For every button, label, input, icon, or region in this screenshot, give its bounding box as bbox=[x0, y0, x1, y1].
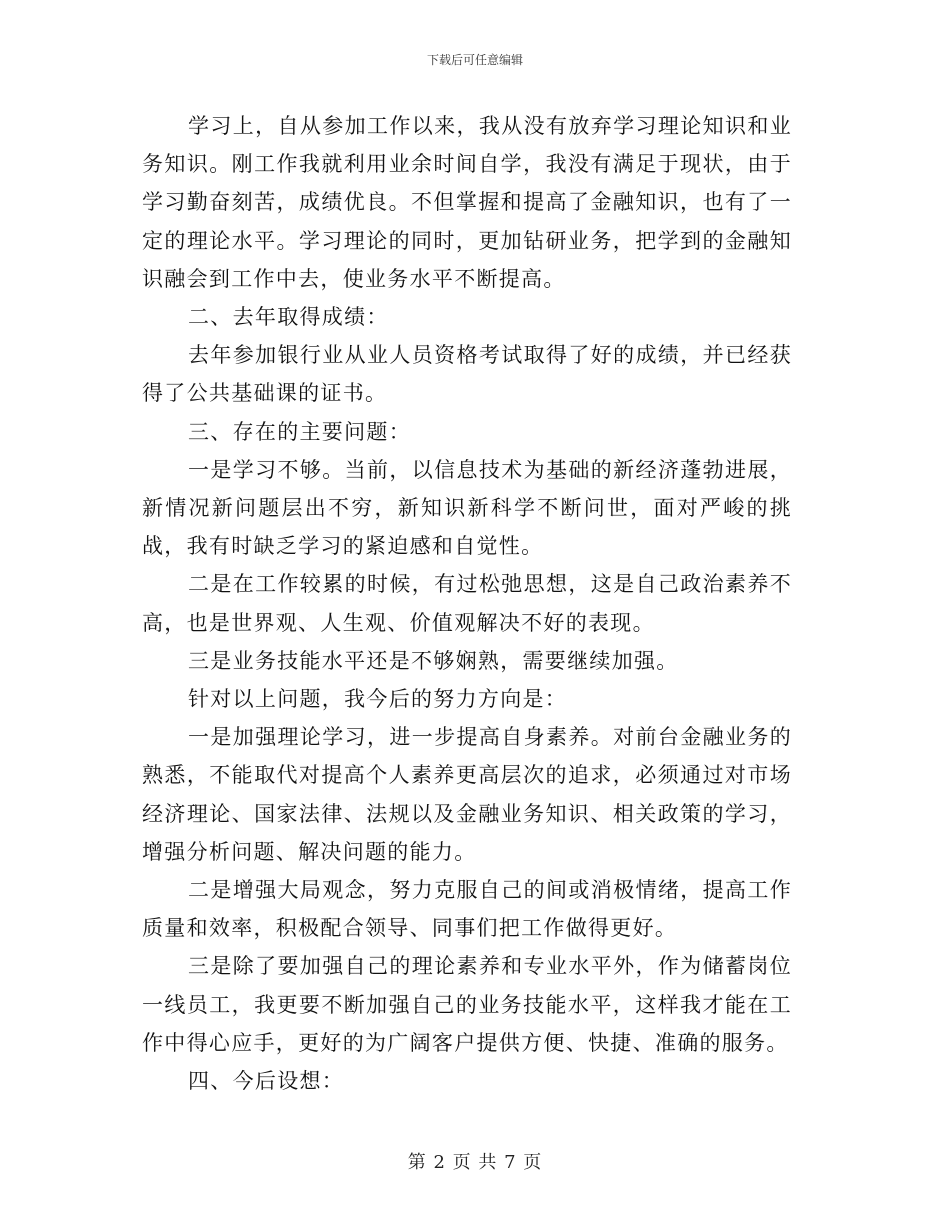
paragraph-study: 学习上，自从参加工作以来，我从没有放弃学习理论知识和业务知识。刚工作我就利用业余时间自学，我没有满足于现状，由于学习勤奋刻苦，成绩优良。不但掌握和提高了金融知识，也有了一定的理论水平。学习理论的同时，更加钻研业务，把学到的金融知识融会到工作中去，使业务水平不断提高。 bbox=[142, 114, 792, 291]
paragraph-direction-3: 三是除了要加强自己的理论素养和专业水平外，作为储蓄岗位一线员工，我更要不断加强自己的业务技能水平，这样我才能在工作中得心应手，更好的为广阔客户提供方便、快捷、准确的服务。 bbox=[142, 954, 792, 1055]
page-number-footer: 第 2 页 共 7 页 bbox=[407, 1152, 543, 1173]
paragraph-problem-3: 三是业务技能水平还是不够娴熟，需要继续加强。 bbox=[188, 648, 679, 673]
page-header: 下载后可任意编辑 bbox=[426, 53, 523, 67]
paragraph-direction-2: 二是增强大局观念，努力克服自己的间或消极情绪，提高工作质量和效率，积极配合领导、同事们把工作做得更好。 bbox=[142, 878, 792, 941]
heading-future-plans: 四、今后设想： bbox=[188, 1069, 345, 1094]
paragraph-direction-1: 一是加强理论学习，进一步提高自身素养。对前台金融业务的熟悉，不能取代对提高个人素养更高层次的追求，必须通过对市场经济理论、国家法律、法规以及金融业务知识、相关政策的学习，增强分析问题、解决问题的能力。 bbox=[142, 725, 792, 864]
paragraph-problem-1: 一是学习不够。当前，以信息技术为基础的新经济蓬勃进展，新情况新问题层出不穷，新知识新科学不断问世，面对严峻的挑战，我有时缺乏学习的紧迫感和自觉性。 bbox=[142, 457, 792, 559]
paragraph-problem-2: 二是在工作较累的时候，有过松弛思想，这是自己政治素养不高，也是世界观、人生观、价值观解决不好的表现。 bbox=[142, 572, 792, 635]
heading-achievements: 二、去年取得成绩： bbox=[188, 305, 389, 330]
document-body bbox=[142, 107, 792, 1100]
heading-problems: 三、存在的主要问题： bbox=[188, 419, 411, 444]
paragraph-direction-intro: 针对以上问题，我今后的努力方向是： bbox=[188, 687, 568, 712]
paragraph-achievements: 去年参加银行业从业人员资格考试取得了好的成绩，并已经获得了公共基础课的证书。 bbox=[142, 343, 792, 406]
